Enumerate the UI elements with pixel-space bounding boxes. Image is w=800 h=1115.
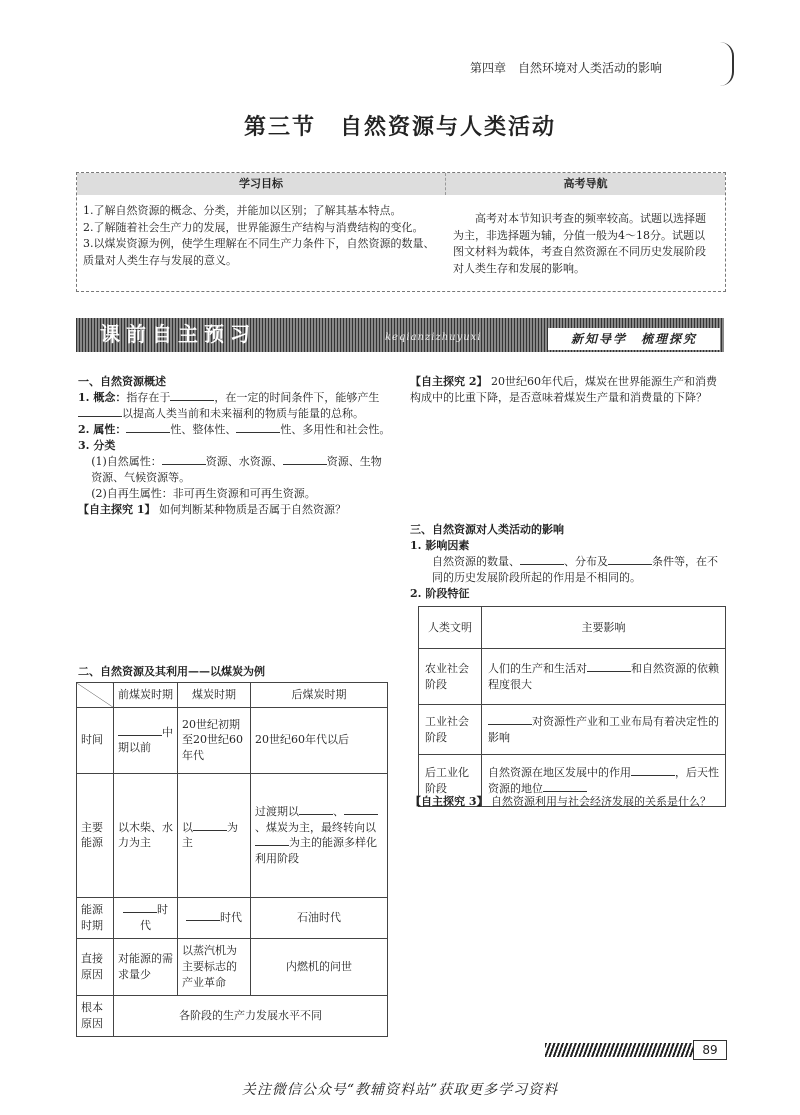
section-heading: 三、自然资源对人类活动的影响: [410, 523, 564, 536]
blank[interactable]: [193, 820, 227, 831]
page-number: 89: [693, 1040, 727, 1060]
factor-label: 1. 影响因素: [410, 538, 470, 552]
blank[interactable]: [170, 390, 214, 401]
blank[interactable]: [236, 422, 280, 433]
banner-title: 课前自主预习: [100, 322, 256, 346]
blank[interactable]: [608, 554, 652, 565]
class-text-b: 资源、水资源、: [205, 454, 283, 468]
blank[interactable]: [283, 454, 327, 465]
table-cell: 20世纪60年代以后: [251, 707, 388, 773]
cell-text: 人们的生产和生活对: [488, 661, 587, 675]
coal-table: [76, 682, 388, 1037]
table-row: [419, 649, 726, 705]
table-cell: [114, 897, 178, 938]
concept-text-b: ，在一定的时间条件下，能够产生: [214, 390, 380, 404]
exam-guide-heading: 高考导航: [446, 173, 725, 195]
explore-1: [78, 502, 392, 518]
table-row: [77, 707, 388, 773]
table-row: [77, 897, 388, 938]
classification-label: 3. 分类: [78, 438, 116, 452]
page-number-decoration: [545, 1043, 693, 1057]
table-cell: 20世纪初期至20世纪60年代: [178, 707, 251, 773]
blank[interactable]: [186, 910, 220, 921]
concept-label: 1. 概念：: [78, 390, 127, 404]
left-column: [78, 374, 392, 517]
table-row: [77, 938, 388, 995]
exam-guide-text: 高考对本节知识考查的频率较高。试题以选择题为主，非选择题为辅，分值一般为4～18分。试题以图文材料为载体，考查自然资源在不同历史发展阶段对人类生存和发展的影响。: [453, 212, 706, 275]
table-cell: 对能源的需求量少: [114, 938, 178, 995]
cell-text: 以: [182, 820, 193, 834]
table-cell: [251, 773, 388, 897]
table-cell: 以木柴、水力为主: [114, 773, 178, 897]
table-header: 煤炭时期: [178, 683, 251, 708]
objective-item: 1.了解自然资源的概念、分类，并能加以区别；了解其基本特点。: [83, 204, 402, 217]
cell-text: 对资源性产业和工业布局有着决定性的影响: [488, 714, 719, 744]
objectives-list: [83, 203, 439, 269]
attribute-label: 2. 属性：: [78, 422, 127, 436]
table-corner: [77, 683, 114, 708]
table-cell: 各阶段的生产力发展水平不同: [114, 995, 388, 1036]
cell-text: 、: [333, 804, 344, 818]
explore-3-block: [410, 794, 726, 810]
blank[interactable]: [255, 835, 289, 846]
cell-text: 过渡期以: [255, 804, 299, 818]
cell-text: 自然资源在地区发展中的作用: [488, 765, 631, 779]
blank[interactable]: [520, 554, 564, 565]
table-row: [77, 773, 388, 897]
class-text-a: (1)自然属性：: [91, 454, 162, 468]
blank[interactable]: [299, 804, 333, 815]
attribute-text-b: 性、多用性和社会性。: [280, 422, 391, 436]
row-label: 工业社会阶段: [419, 705, 482, 755]
explore-3: [410, 794, 726, 810]
stage-label: 2. 阶段特征: [410, 586, 470, 600]
table-header: 前煤炭时期: [114, 683, 178, 708]
explore-tag: 【自主探究 1】: [78, 502, 156, 516]
cell-text: 、煤炭为主，最终转向以: [255, 820, 376, 834]
table-cell: [178, 897, 251, 938]
blank[interactable]: [543, 781, 587, 792]
blank[interactable]: [488, 714, 532, 725]
table-header: 后煤炭时期: [251, 683, 388, 708]
cell-text: 中期以前: [118, 725, 173, 755]
table-cell: [178, 773, 251, 897]
right-column: [410, 374, 726, 406]
row-label: 后工业化阶段: [419, 755, 482, 807]
row-label: 直接原因: [77, 938, 114, 995]
cell-text: 和自然资源的依赖程度很大: [488, 661, 719, 691]
concept-text-c: 以提高人类当前和未来福利的物质与能量的总称。: [122, 406, 364, 420]
cell-text: 时代: [140, 902, 168, 932]
explore-2: [410, 374, 726, 406]
right-section-3: [410, 522, 726, 602]
footer-note: 关注微信公众号“教辅资料站”获取更多学习资料: [241, 1082, 559, 1098]
stage-table: [418, 606, 726, 807]
table-cell: 石油时代: [251, 897, 388, 938]
table-row: [419, 705, 726, 755]
banner-tag: 新知导学 梳理探究: [548, 328, 720, 350]
factor-text-a: 自然资源的数量、: [432, 554, 520, 568]
objectives-box: [76, 172, 726, 292]
cell-text: 为主: [182, 820, 238, 850]
table-header: 主要影响: [482, 607, 726, 649]
explore-question: 如何判断某种物质是否属于自然资源？: [158, 502, 346, 516]
factor-line: [410, 554, 726, 586]
factor-text-c: 条件等，在不同的历史发展阶段所起的作用是不相同的。: [432, 554, 718, 584]
row-label: 能源时期: [77, 897, 114, 938]
table-cell: 以蒸汽机为主要标志的产业革命: [178, 938, 251, 995]
cell-text: 时代: [220, 910, 242, 924]
blank[interactable]: [123, 902, 157, 913]
blank[interactable]: [162, 454, 206, 465]
explore-question: 自然资源利用与社会经济发展的关系是什么？: [490, 795, 711, 808]
page-title: 第三节 自然资源与人类活动: [243, 114, 556, 140]
objective-item: 3.以煤炭资源为例，使学生理解在不同生产力条件下，自然资源的数量、质量对人类生存与发展的意义。: [83, 237, 435, 267]
factor-text-b: 、分布及: [564, 554, 608, 568]
chapter-header: 第四章 自然环境对人类活动的影响: [470, 61, 663, 75]
row-label: 主要能源: [77, 773, 114, 897]
cell-text: ，后天性资源的地位: [488, 765, 719, 795]
section-heading-2: [78, 664, 392, 680]
classification-natural: [78, 454, 392, 486]
section-heading: 二、自然资源及其利用——以煤炭为例: [78, 665, 265, 678]
concept-text-a: 指存在于: [126, 390, 171, 404]
class-text-c: 资源、生物资源、气候资源等。: [91, 454, 382, 484]
table-header-row: [419, 607, 726, 649]
row-label: 时间: [77, 707, 114, 773]
blank[interactable]: [118, 725, 162, 736]
concept-line: [78, 390, 392, 422]
row-label: 农业社会阶段: [419, 649, 482, 705]
blank[interactable]: [126, 422, 170, 433]
table-cell: [114, 707, 178, 773]
explore-tag: 【自主探究 3】: [410, 795, 488, 808]
row-label: 根本原因: [77, 995, 114, 1036]
chapter-curve-decoration: [718, 42, 734, 86]
table-cell: [482, 649, 726, 705]
objective-item: 2.了解随着社会生产力的发展，世界能源生产结构与消费结构的变化。: [83, 220, 424, 234]
section-heading: 一、自然资源概述: [78, 375, 166, 388]
objectives-heading: 学习目标: [77, 173, 446, 195]
table-header-row: [77, 683, 388, 708]
table-header: 人类文明: [419, 607, 482, 649]
attribute-text-a: 性、整体性、: [170, 422, 237, 436]
blank[interactable]: [587, 661, 631, 672]
blank[interactable]: [631, 765, 675, 776]
blank[interactable]: [78, 406, 122, 417]
classification-renewable: (2)自再生属性：非可再生资源和可再生资源。: [91, 486, 316, 500]
blank[interactable]: [344, 804, 378, 815]
attribute-line: [78, 422, 392, 438]
explore-question: 20世纪60年代后，煤炭在世界能源生产和消费构成中的比重下降，是否意味着煤炭生产量和消费量的下降？: [410, 375, 717, 404]
table-row: [77, 995, 388, 1036]
table-cell: 内燃机的问世: [251, 938, 388, 995]
explore-tag: 【自主探究 2】: [410, 375, 488, 388]
banner-pinyin: keqianzizhuyuxi: [385, 332, 482, 343]
table-cell: [482, 705, 726, 755]
cell-text: 为主的能源多样化利用阶段: [255, 836, 377, 866]
